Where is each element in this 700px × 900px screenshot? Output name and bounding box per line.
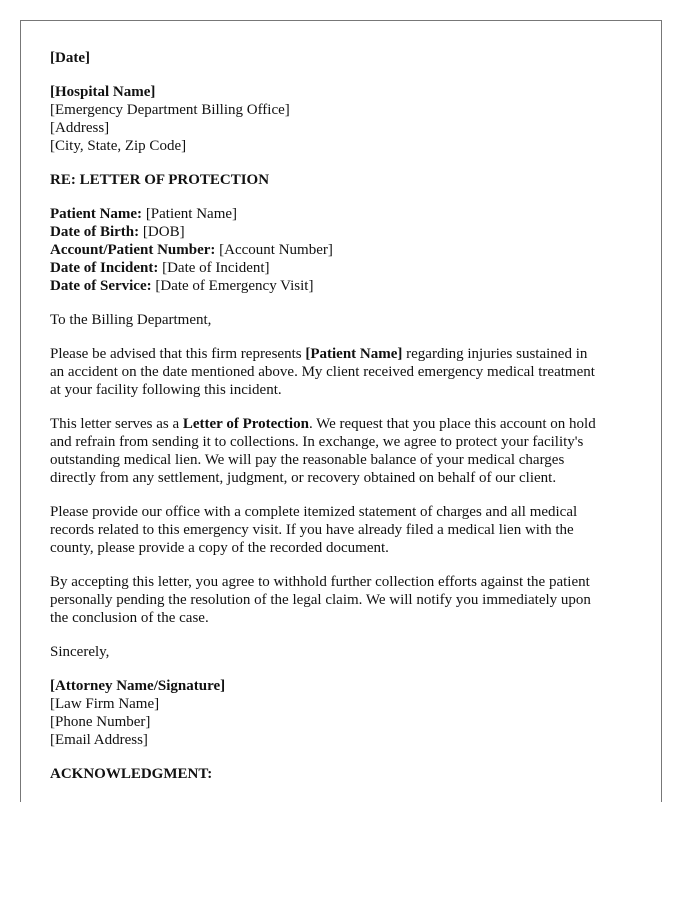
salutation: To the Billing Department,: [50, 312, 212, 328]
date-block: [50, 49, 640, 67]
email-address: [Email Address]: [50, 732, 148, 748]
account-row: [50, 241, 640, 259]
text-run: Please be advised that this firm represents: [50, 346, 306, 362]
paragraph-line: outstanding medical lien. We will pay the reasonable balance of your medical charges: [50, 452, 565, 468]
paragraph-line: and refrain from sending it to collections. In exchange, we agree to protect your facility's: [50, 434, 584, 450]
patient-name-value: [Patient Name]: [142, 206, 238, 222]
city-state-zip: [City, State, Zip Code]: [50, 138, 187, 154]
paragraph-line: records related to this emergency visit. If you have already filed a medical lien with the: [50, 522, 574, 538]
letter-content: [50, 49, 640, 799]
service-label: Date of Service:: [50, 278, 152, 294]
paragraph-protection: [50, 415, 640, 487]
subject-line: RE: LETTER OF PROTECTION: [50, 172, 270, 188]
signature-block: [50, 677, 640, 749]
incident-row: [50, 259, 640, 277]
department-name: [Emergency Department Billing Office]: [50, 102, 290, 118]
patient-name-label: Patient Name:: [50, 206, 143, 222]
paragraph-line: directly from any settlement, judgment, or recovery obtained on behalf of our client.: [50, 470, 557, 486]
paragraph-line: personally pending the resolution of the legal claim. We will notify you immediately upon: [50, 592, 591, 608]
paragraph-line: at your facility following this incident.: [50, 382, 282, 398]
text-run: This letter serves as a: [50, 416, 183, 432]
acknowledgment-heading: ACKNOWLEDGMENT:: [50, 766, 213, 782]
paragraph-representation: [50, 345, 640, 399]
paragraph-records-request: [50, 503, 640, 557]
paragraph-line: county, please provide a copy of the recorded document.: [50, 540, 389, 556]
service-value: [Date of Emergency Visit]: [151, 278, 314, 294]
text-run: regarding injuries sustained in: [402, 346, 588, 362]
paragraph-line: an accident on the date mentioned above. My client received emergency medical treatment: [50, 364, 595, 380]
patient-info: [50, 205, 640, 295]
acknowledgment-block: [50, 765, 640, 783]
dob-value: [DOB]: [139, 224, 185, 240]
paragraph-line: By accepting this letter, you agree to withhold further collection efforts against the patient: [50, 574, 590, 590]
address-line: [Address]: [50, 120, 110, 136]
incident-label: Date of Incident:: [50, 260, 159, 276]
service-row: [50, 277, 640, 295]
text-run: . We request that you place this account on hold: [308, 416, 596, 432]
paragraph-line: Please provide our office with a complete itemized statement of charges and all medical: [50, 504, 578, 520]
paragraph-line: [50, 415, 640, 433]
patient-name-row: [50, 205, 640, 223]
bold-text-run: Letter of Protection: [182, 416, 309, 432]
dob-row: [50, 223, 640, 241]
account-value: [Account Number]: [215, 242, 333, 258]
incident-value: [Date of Incident]: [158, 260, 270, 276]
paragraph-line: the conclusion of the case.: [50, 610, 209, 626]
dob-label: Date of Birth:: [50, 224, 140, 240]
letter-page: [20, 20, 662, 802]
closing: Sincerely,: [50, 644, 110, 660]
paragraph-line: [50, 345, 640, 363]
recipient-address: [50, 83, 640, 155]
phone-number: [Phone Number]: [50, 714, 151, 730]
bold-text-run: [Patient Name]: [305, 346, 403, 362]
law-firm-name: [Law Firm Name]: [50, 696, 160, 712]
subject-block: [50, 171, 640, 189]
hospital-name: [Hospital Name]: [50, 84, 156, 100]
letter-date: [Date]: [50, 50, 90, 66]
paragraph-acceptance: [50, 573, 640, 627]
attorney-signature: [Attorney Name/Signature]: [50, 678, 226, 694]
account-label: Account/Patient Number:: [50, 242, 216, 258]
